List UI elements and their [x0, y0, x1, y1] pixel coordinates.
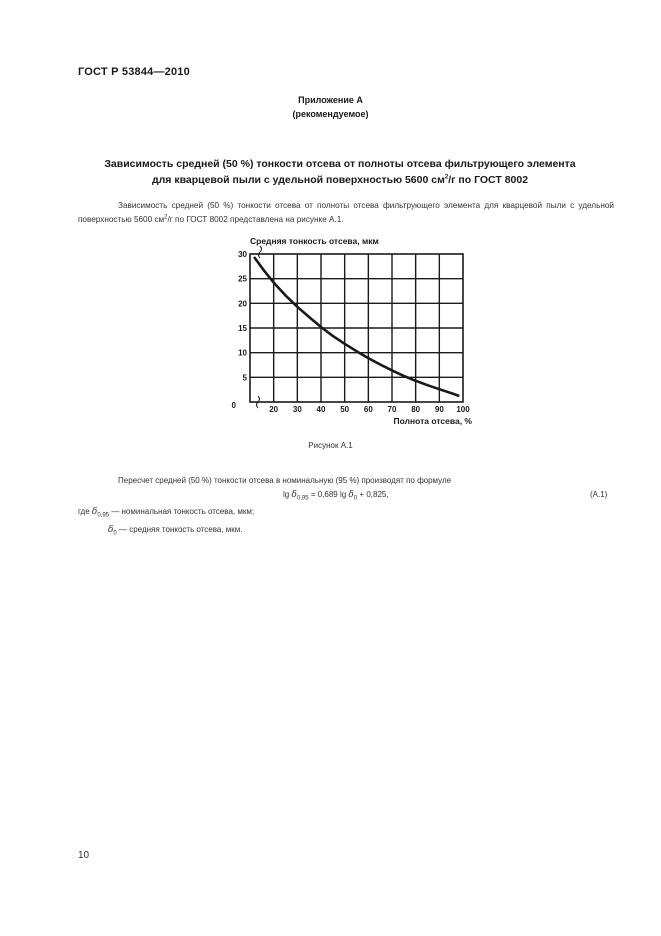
x-tick-label-30: 30	[292, 405, 302, 414]
where-text-2: — средняя тонкость отсева, мкм.	[119, 525, 243, 534]
x-axis-label: Полнота отсева, %	[393, 416, 472, 426]
formula-delta-2: δ	[348, 490, 354, 500]
x-tick-label-40: 40	[316, 405, 326, 414]
where-prefix: где	[78, 507, 90, 516]
intro-text-sup: 2	[164, 214, 168, 221]
title-line-2-sup: 2	[444, 174, 449, 181]
origin-label: 0	[231, 401, 236, 410]
figure-caption: Рисунок А.1	[308, 441, 353, 450]
where-delta-2: δ	[108, 525, 114, 535]
where-delta-1: δ	[91, 507, 98, 517]
formula-sub-2: 0	[353, 495, 358, 502]
equation-number: (А.1)	[590, 490, 608, 499]
recalc-text: Пересчет средней (50 %) тонкости отсева в номинальную (95 %) производят по формуле	[118, 476, 452, 485]
standard-code: ГОСТ Р 53844—2010	[78, 66, 190, 78]
x-tick-label-90: 90	[434, 405, 444, 414]
x-tick-label-70: 70	[387, 405, 397, 414]
where-sub-2: 0	[113, 530, 117, 537]
title-line-2	[60, 172, 620, 188]
intro-text-pre: Зависимость средней (50 %) тонкости отсева от полноты отсева фильтрующего элемента для кварцевой пыли с удельной поверхностью 5600 см	[78, 201, 614, 224]
figure-a1-chart	[220, 230, 490, 430]
formula-delta-1: δ	[291, 490, 297, 500]
title-line-1: Зависимость средней (50 %) тонкости отсева от полноты отсева фильтрующего элемента	[104, 158, 576, 170]
formula-mid: = 0,689 lg	[310, 490, 347, 499]
x-tick-label-20: 20	[269, 405, 279, 414]
title-line-2-post: /г по ГОСТ 8002	[448, 174, 529, 186]
intro-paragraph	[78, 199, 614, 227]
y-axis-label: Средняя тонкость отсева, мкм	[250, 236, 379, 246]
axis-break-y	[259, 246, 262, 258]
formula	[283, 490, 389, 500]
where-item-1	[78, 507, 254, 517]
formula-sub-1: 0,95	[296, 495, 309, 502]
y-tick-label-30: 30	[238, 250, 247, 259]
where-sub-1: 0,95	[97, 512, 110, 519]
formula-tail: + 0,825,	[359, 490, 389, 499]
x-tick-label-60: 60	[363, 405, 373, 414]
y-tick-label-5: 5	[242, 373, 247, 383]
appendix-type: (рекомендуемое)	[292, 109, 369, 119]
section-title	[60, 156, 620, 188]
x-tick-label-100: 100	[456, 405, 470, 414]
page-number: 10	[78, 850, 90, 861]
title-line-2-pre: для кварцевой пыли с удельной поверхностью 5600 см	[151, 174, 445, 186]
appendix-label: Приложение А	[298, 95, 363, 105]
x-tick-label-80: 80	[411, 405, 421, 414]
where-text-1: — номинальная тонкость отсева, мкм;	[111, 507, 255, 516]
y-tick-label-25: 25	[238, 274, 247, 284]
y-tick-label-10: 10	[238, 348, 247, 358]
intro-text-post: /г по ГОСТ 8002 представлена на рисунке А.1.	[167, 215, 344, 224]
x-tick-label-50: 50	[340, 405, 350, 414]
formula-lg-1: lg	[283, 490, 290, 499]
where-item-2	[108, 525, 243, 535]
y-tick-label-20: 20	[238, 299, 247, 309]
y-tick-label-15: 15	[238, 324, 247, 333]
